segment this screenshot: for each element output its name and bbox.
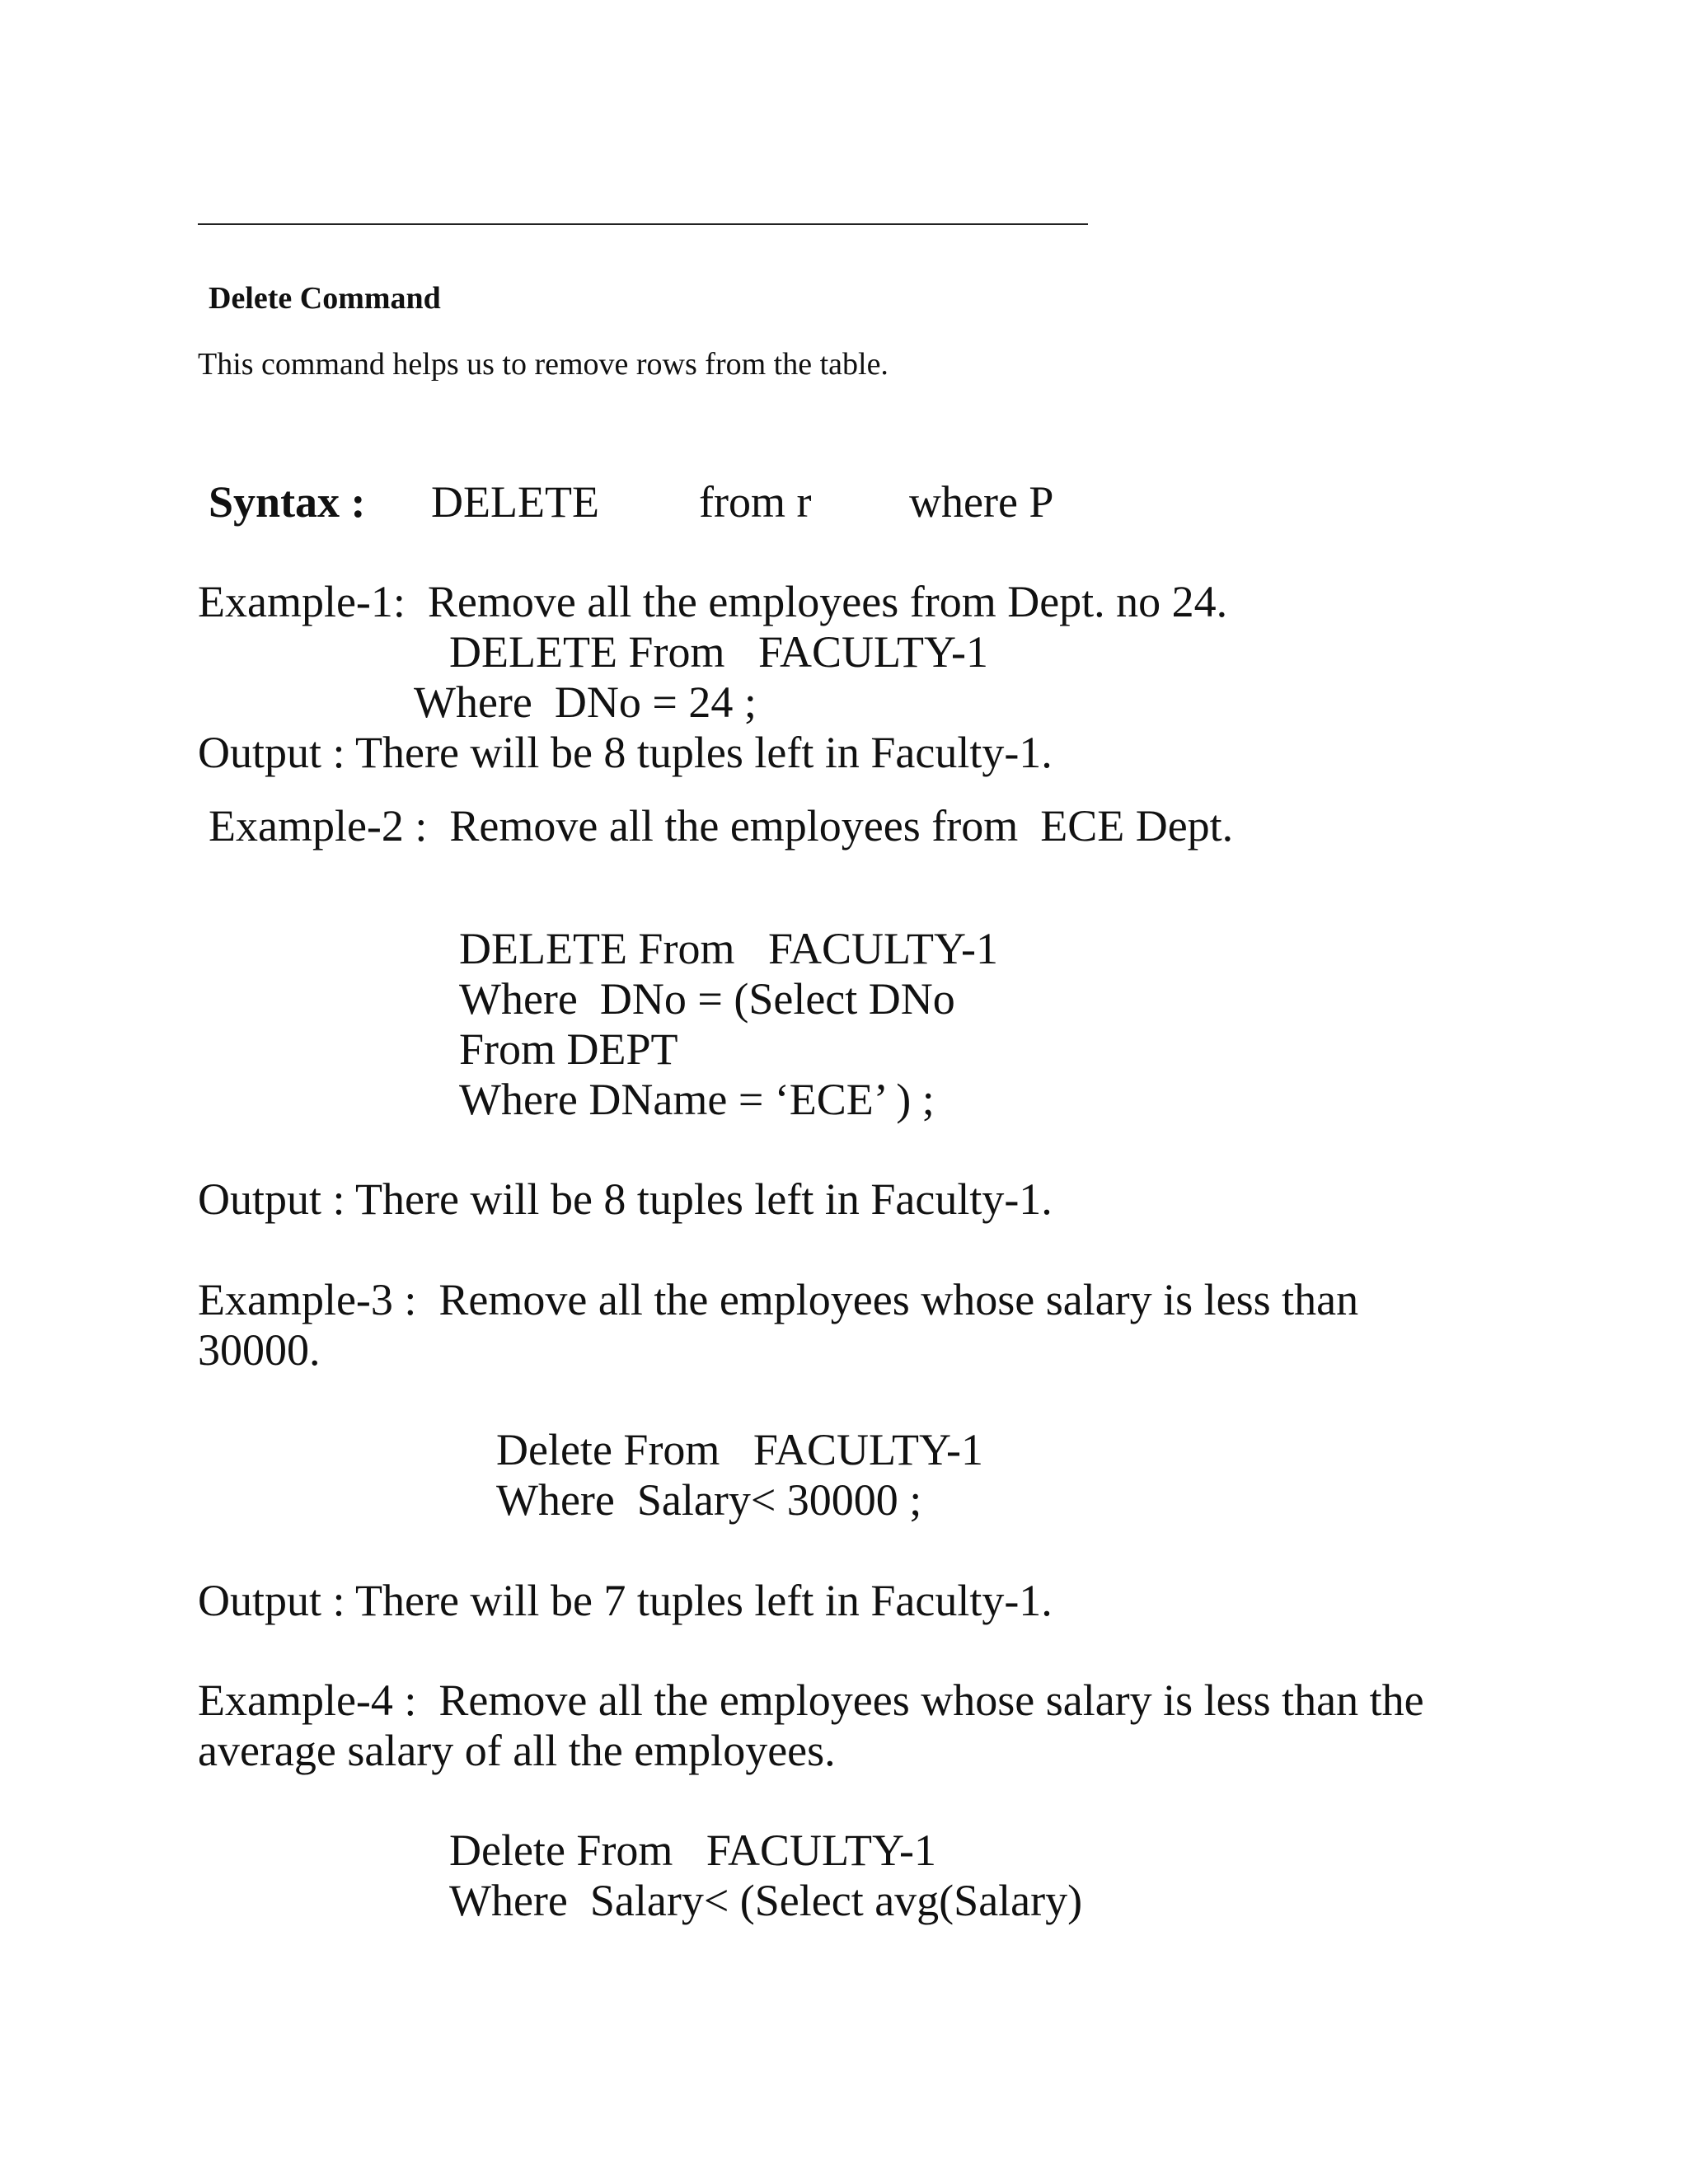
example4-code-line: Delete From FACULTY-1 — [449, 1825, 936, 1875]
example1-title: Example-1: Remove all the employees from Dept. no 24. — [198, 577, 1228, 626]
example3-title-cont: 30000. — [198, 1325, 321, 1375]
example2-code-line: Where DName = ‘ECE’ ) ; — [459, 1075, 935, 1124]
example2-code-line: From DEPT — [459, 1024, 678, 1074]
example1-code-line: DELETE From FACULTY-1 — [449, 627, 988, 677]
example2-code-line: DELETE From FACULTY-1 — [459, 924, 998, 973]
syntax-delete: DELETE — [431, 477, 599, 527]
example1-code-line: Where DNo = 24 ; — [414, 677, 757, 727]
example2-output: Output : There will be 8 tuples left in Faculty-1. — [198, 1174, 1053, 1224]
example2-title: Example-2 : Remove all the employees from ECE Dept. — [209, 801, 1234, 851]
syntax-label: Syntax : — [209, 477, 366, 527]
syntax-where: where P — [909, 477, 1054, 527]
example3-code-line: Delete From FACULTY-1 — [496, 1425, 983, 1474]
section-heading: Delete Command — [209, 281, 441, 316]
example4-title: Example-4 : Remove all the employees whose salary is less than the — [198, 1675, 1424, 1725]
example3-code-line: Where Salary< 30000 ; — [496, 1475, 922, 1525]
example3-title: Example-3 : Remove all the employees whose salary is less than — [198, 1275, 1359, 1324]
example1-output: Output : There will be 8 tuples left in Faculty-1. — [198, 728, 1053, 777]
top-rule — [198, 223, 1088, 225]
example3-output: Output : There will be 7 tuples left in Faculty-1. — [198, 1576, 1053, 1625]
intro-text: This command helps us to remove rows from the table. — [198, 347, 889, 382]
example4-title-cont: average salary of all the employees. — [198, 1726, 836, 1775]
syntax-from: from r — [699, 477, 812, 527]
example4-code-line: Where Salary< (Select avg(Salary) — [449, 1876, 1083, 1925]
example2-code-line: Where DNo = (Select DNo — [459, 974, 955, 1024]
